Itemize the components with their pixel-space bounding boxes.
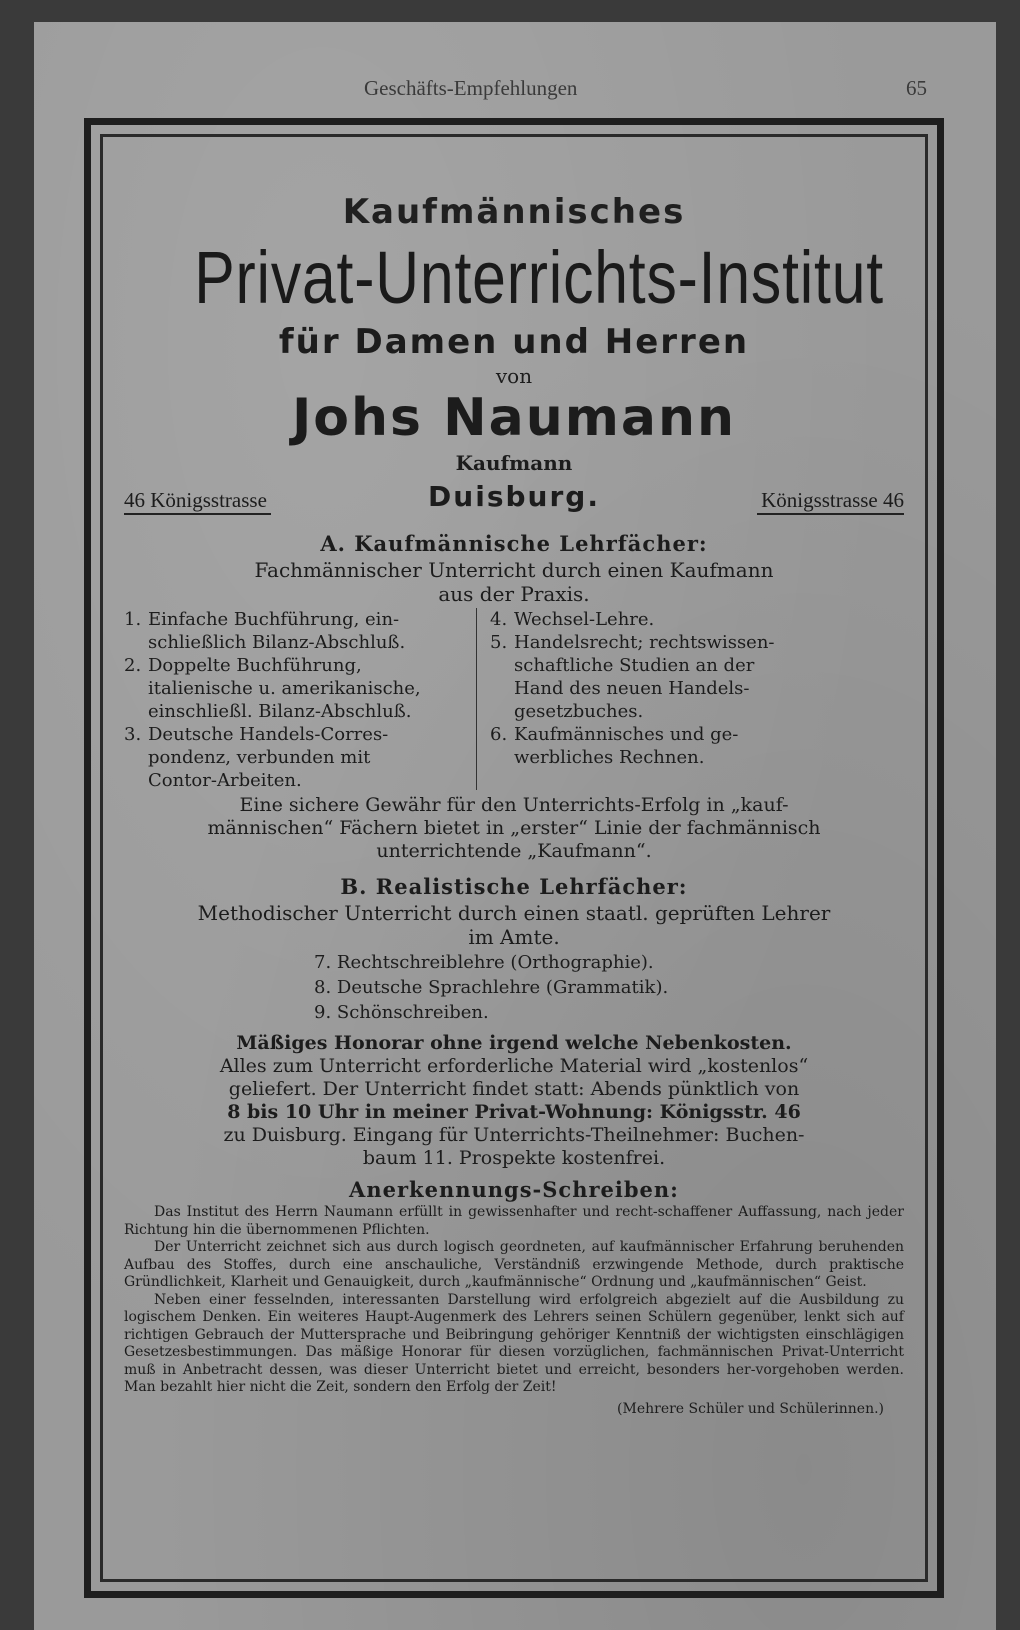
section-b-intro-1: Methodischer Unterricht durch einen staatl. geprüften Lehrer bbox=[197, 901, 831, 925]
proprietor-title: Kaufmann bbox=[455, 451, 573, 475]
column-divider bbox=[476, 608, 477, 790]
list-item: 9. Schönschreiben. bbox=[314, 1002, 489, 1023]
city: Duisburg. bbox=[428, 480, 600, 513]
section-a-note-3: unterrichtende „Kaufmann“. bbox=[376, 840, 652, 862]
advertisement bbox=[124, 152, 904, 1419]
running-head-title: Geschäfts-Empfehlungen bbox=[364, 76, 578, 100]
testimonial-paragraph: Neben einer fesselnden, interessanten Darstellung wird erfolgreich abgezielt auf die Ausbildung zu logischem Denken. Ein weiteres Haupt-Augenmerk des Lehrers seinen Schülern gegenüber, lenkt sich auf richtigen Gebrauch der Muttersprache und Beibringung gehöriger Kenntniß der wichtigsten einschlägigen Gesetzesbestimmungen. Das mäßige Honorar für diesen vorzüglichen, fachmännischen Privat-Unterricht muß in Anbetracht dessen, was dieser Unterricht bietet und erreicht, besonders her-vorgehoben werden. Man bezahlt hier nicht die Zeit, sondern den Erfolg der Zeit! bbox=[124, 1291, 904, 1395]
list-item: 3. Deutsche Handels-Corres- pondenz, verbunden mit Contor-Arbeiten. bbox=[124, 724, 389, 791]
address-line bbox=[124, 480, 904, 520]
page-number: 65 bbox=[906, 76, 927, 100]
testimonial-heading: Anerkennungs-Schreiben: bbox=[349, 1177, 679, 1202]
section-a-intro-1: Fachmännischer Unterricht durch einen Kaufmann bbox=[254, 558, 774, 582]
list-item: 1. Einfache Buchführung, ein- schließlich Bilanz-Abschluß. bbox=[124, 609, 406, 653]
proprietor-name: Johs Naumann bbox=[291, 388, 737, 448]
list-item: 7. Rechtschreiblehre (Orthographie). bbox=[314, 952, 654, 973]
address-right: Königsstrasse 46 bbox=[757, 488, 904, 515]
ad-title-line4: von bbox=[495, 364, 533, 388]
list-item: 5. Handelsrecht; rechtswissen- schaftliche Studien an der Hand des neuen Handels- gesetzbuches. bbox=[490, 632, 775, 722]
section-a-intro-2: aus der Praxis. bbox=[438, 582, 590, 606]
section-a-note-1: Eine sichere Gewähr für den Unterrichts-Erfolg in „kauf- bbox=[239, 794, 789, 816]
section-a-note-2: männischen“ Fächern bietet in „erster“ Linie der fachmännisch bbox=[207, 817, 821, 839]
testimonial-signature: (Mehrere Schüler und Schülerinnen.) bbox=[617, 1400, 884, 1417]
scanned-page bbox=[34, 22, 996, 1630]
terms-line: Mäßiges Honorar ohne irgend welche Nebenkosten. bbox=[236, 1032, 792, 1054]
terms-line: zu Duisburg. Eingang für Unterrichts-Theilnehmer: Buchen- bbox=[223, 1124, 805, 1146]
terms-line: baum 11. Prospekte kostenfrei. bbox=[362, 1147, 666, 1169]
section-a-heading: A. Kaufmännische Lehrfächer: bbox=[320, 531, 708, 556]
terms-line: geliefert. Der Unterricht findet statt: Abends pünktlich von bbox=[228, 1078, 800, 1100]
list-item: 4. Wechsel-Lehre. bbox=[490, 609, 655, 630]
ad-title-line3: für Damen und Herren bbox=[278, 322, 750, 362]
list-item: 6. Kaufmännisches und ge- werbliches Rechnen. bbox=[490, 724, 739, 768]
column-left bbox=[124, 608, 464, 792]
testimonial-paragraph: Das Institut des Herrn Naumann erfüllt in gewissenhafter und recht-schaffener Auffassung, nach jeder Richtung hin die übernommenen Pflichten. bbox=[124, 1204, 904, 1238]
terms-line: Alles zum Unterricht erforderliche Material wird „kostenlos“ bbox=[219, 1055, 809, 1077]
section-b-intro-2: im Amte. bbox=[468, 925, 560, 949]
column-right bbox=[490, 608, 900, 769]
section-a-columns bbox=[124, 608, 904, 794]
testimonial-paragraph: Der Unterricht zeichnet sich aus durch logisch geordneten, auf kaufmännischer Erfahrung beruhenden Aufbau des Stoffes, durch eine anschauliche, Verständniß erzwingende Methode, durch praktische Gründlichkeit, Klarheit und Genauigkeit, durch „kaufmännische“ Ordnung und „kaufmännischen“ Geist. bbox=[124, 1239, 904, 1290]
list-item: 2. Doppelte Buchführung, italienische u. amerikanische, einschließl. Bilanz-Abschluß. bbox=[124, 655, 421, 722]
terms-line: 8 bis 10 Uhr in meiner Privat-Wohnung: Königsstr. 46 bbox=[227, 1101, 801, 1123]
ad-title-line2: Privat-Unterrichts-Institut bbox=[194, 236, 884, 319]
address-left: 46 Königsstrasse bbox=[124, 488, 271, 515]
ad-title-line1: Kaufmännisches bbox=[342, 192, 686, 232]
section-b-heading: B. Realistische Lehrfächer: bbox=[340, 874, 688, 899]
list-item: 8. Deutsche Sprachlehre (Grammatik). bbox=[314, 977, 669, 998]
